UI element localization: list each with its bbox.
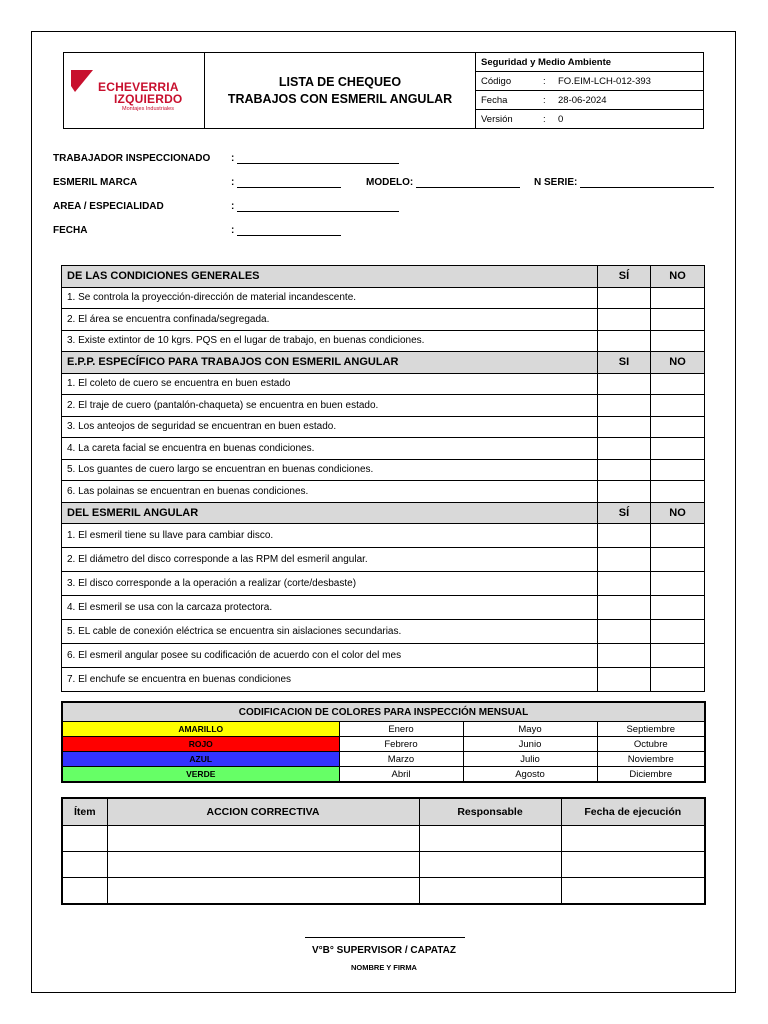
department-label: Seguridad y Medio Ambiente: [476, 53, 703, 72]
color-code-table: [61, 701, 706, 783]
checkbox-yes[interactable]: [598, 644, 651, 668]
checklist-item-text: 3. Existe extintor de 10 kgrs. PQS en el lugar de trabajo, en buenas condiciones.: [62, 330, 598, 352]
checkbox-no[interactable]: [651, 524, 705, 548]
meta-row-date: Fecha : 28-06-2024: [476, 91, 703, 110]
checklist-item-text: 4. El esmeril se usa con la carcaza protectora.: [62, 596, 598, 620]
month-cell: Octubre: [597, 737, 705, 752]
modelo-input-line[interactable]: [416, 177, 520, 188]
checklist-item-text: 5. EL cable de conexión eléctrica se encuentra sin aislaciones secundarias.: [62, 620, 598, 644]
col-fecha-ejecucion: Fecha de ejecución: [561, 798, 705, 826]
checkbox-no[interactable]: [651, 309, 705, 331]
signature-subtitle: NOMBRE Y FIRMA: [351, 963, 417, 972]
color-row: [62, 737, 705, 752]
color-row: [62, 722, 705, 737]
checklist-item-row: [62, 459, 705, 481]
checkbox-yes[interactable]: [598, 395, 651, 417]
checklist-item-row: [62, 644, 705, 668]
month-cell: Abril: [339, 767, 463, 783]
month-cell: Agosto: [463, 767, 597, 783]
month-cell: Julio: [463, 752, 597, 767]
section-yes-label: SÍ: [598, 266, 651, 288]
logo-line3: Montajes Industriales: [122, 106, 174, 112]
checklist-item-row: [62, 373, 705, 395]
checklist-item-row: [62, 572, 705, 596]
month-cell: Noviembre: [597, 752, 705, 767]
checklist-item-text: 2. El traje de cuero (pantalón-chaqueta) se encuentra en buen estado.: [62, 395, 598, 417]
checklist-item-text: 1. Se controla la proyección-dirección de material incandescente.: [62, 287, 598, 309]
checklist-item-row: [62, 668, 705, 692]
company-logo: [64, 53, 205, 128]
checklist-item-text: 1. El coleto de cuero se encuentra en buen estado: [62, 373, 598, 395]
checkbox-yes[interactable]: [598, 287, 651, 309]
checklist-item-row: [62, 524, 705, 548]
action-row: [62, 826, 705, 852]
checklist-item-row: [62, 416, 705, 438]
checklist-item-row: [62, 395, 705, 417]
meta-code-value: FO.EIM-LCH-012-393: [558, 75, 651, 87]
checkbox-no[interactable]: [651, 548, 705, 572]
document-meta: [476, 53, 703, 128]
checkbox-yes[interactable]: [598, 668, 651, 692]
checkbox-no[interactable]: [651, 330, 705, 352]
month-cell: Mayo: [463, 722, 597, 737]
section-yes-label: SÍ: [598, 502, 651, 524]
checklist-item-text: 5. Los guantes de cuero largo se encuentran en buenas condiciones.: [62, 459, 598, 481]
color-code-title: CODIFICACION DE COLORES PARA INSPECCIÓN MENSUAL: [62, 702, 705, 722]
checklist-item-text: 4. La careta facial se encuentra en buenas condiciones.: [62, 438, 598, 460]
checkbox-no[interactable]: [651, 438, 705, 460]
checkbox-no[interactable]: [651, 572, 705, 596]
checkbox-no[interactable]: [651, 668, 705, 692]
month-cell: Marzo: [339, 752, 463, 767]
checkbox-yes[interactable]: [598, 416, 651, 438]
month-cell: Septiembre: [597, 722, 705, 737]
checkbox-yes[interactable]: [598, 309, 651, 331]
color-swatch-label: ROJO: [62, 737, 339, 752]
checklist-item-row: [62, 548, 705, 572]
checklist-item-row: [62, 596, 705, 620]
meta-row-code: Código : FO.EIM-LCH-012-393: [476, 72, 703, 91]
meta-row-version: Versión : 0: [481, 114, 564, 125]
meta-version-value: 0: [558, 114, 564, 125]
checkbox-no[interactable]: [651, 395, 705, 417]
section-no-label: NO: [651, 352, 705, 374]
checklist-item-text: 2. El área se encuentra confinada/segregada.: [62, 309, 598, 331]
checklist-item-text: 2. El diámetro del disco corresponde a las RPM del esmeril angular.: [62, 548, 598, 572]
month-cell: Diciembre: [597, 767, 705, 783]
col-responsable: Responsable: [419, 798, 561, 826]
col-accion: ACCION CORRECTIVA: [107, 798, 419, 826]
logo-mark-icon: [71, 70, 93, 92]
checkbox-yes[interactable]: [598, 596, 651, 620]
checkbox-yes[interactable]: [598, 438, 651, 460]
logo-line1: ECHEVERRIA: [98, 80, 179, 94]
checkbox-yes[interactable]: [598, 481, 651, 503]
checklist-item-row: [62, 438, 705, 460]
checkbox-no[interactable]: [651, 373, 705, 395]
color-row: [62, 767, 705, 783]
checkbox-no[interactable]: [651, 287, 705, 309]
color-row: [62, 752, 705, 767]
checkbox-no[interactable]: [651, 620, 705, 644]
area-input-line[interactable]: [237, 201, 399, 212]
checklist-item-text: 3. Los anteojos de seguridad se encuentran en buen estado.: [62, 416, 598, 438]
checklist-item-row: [62, 620, 705, 644]
checkbox-yes[interactable]: [598, 572, 651, 596]
checklist-item-text: 6. El esmeril angular posee su codificación de acuerdo con el color del mes: [62, 644, 598, 668]
checklist-table: [61, 265, 705, 692]
section-yes-label: SI: [598, 352, 651, 374]
checklist-item-row: [62, 309, 705, 331]
checkbox-no[interactable]: [651, 416, 705, 438]
checkbox-yes[interactable]: [598, 330, 651, 352]
checklist-item-text: 7. El enchufe se encuentra en buenas condiciones: [62, 668, 598, 692]
section-header: [62, 266, 705, 288]
checkbox-yes[interactable]: [598, 620, 651, 644]
checkbox-yes[interactable]: [598, 548, 651, 572]
checkbox-yes[interactable]: [598, 459, 651, 481]
section-header: [62, 502, 705, 524]
trabajador-input-line[interactable]: [237, 153, 399, 164]
section-title: DE LAS CONDICIONES GENERALES: [62, 266, 598, 288]
month-cell: Febrero: [339, 737, 463, 752]
action-row: [62, 852, 705, 878]
checkbox-no[interactable]: [651, 459, 705, 481]
signature-title: V°B° SUPERVISOR / CAPATAZ: [312, 945, 456, 956]
section-title: E.P.P. ESPECÍFICO PARA TRABAJOS CON ESMERIL ANGULAR: [62, 352, 598, 374]
fecha-input-line[interactable]: [237, 225, 341, 236]
month-cell: Junio: [463, 737, 597, 752]
meta-date-value: 28-06-2024: [558, 94, 607, 106]
color-swatch-label: AMARILLO: [62, 722, 339, 737]
checklist-item-row: [62, 287, 705, 309]
document-title: [205, 53, 476, 128]
signature-line: [305, 937, 465, 938]
document-header: [63, 52, 704, 129]
marca-input-line[interactable]: [237, 177, 341, 188]
checkbox-no[interactable]: [651, 481, 705, 503]
corrective-action-table: [61, 797, 706, 905]
checkbox-yes[interactable]: [598, 524, 651, 548]
serie-input-line[interactable]: [580, 177, 714, 188]
action-row: [62, 878, 705, 905]
checkbox-no[interactable]: [651, 596, 705, 620]
title-line1: LISTA DE CHEQUEO: [278, 74, 402, 89]
color-swatch-label: AZUL: [62, 752, 339, 767]
color-swatch-label: VERDE: [62, 767, 339, 783]
section-title: DEL ESMERIL ANGULAR: [62, 502, 598, 524]
checklist-item-text: 1. El esmeril tiene su llave para cambiar disco.: [62, 524, 598, 548]
checkbox-no[interactable]: [651, 644, 705, 668]
checklist-item-text: 3. El disco corresponde a la operación a realizar (corte/desbaste): [62, 572, 598, 596]
checklist-item-text: 6. Las polainas se encuentran en buenas condiciones.: [62, 481, 598, 503]
month-cell: Enero: [339, 722, 463, 737]
col-item: Ítem: [62, 798, 107, 826]
title-line2: TRABAJOS CON ESMERIL ANGULAR: [227, 91, 453, 106]
section-header: [62, 352, 705, 374]
section-no-label: NO: [651, 266, 705, 288]
checklist-item-row: [62, 481, 705, 503]
checkbox-yes[interactable]: [598, 373, 651, 395]
logo-line2: IZQUIERDO: [114, 92, 183, 106]
section-no-label: NO: [651, 502, 705, 524]
checklist-item-row: [62, 330, 705, 352]
